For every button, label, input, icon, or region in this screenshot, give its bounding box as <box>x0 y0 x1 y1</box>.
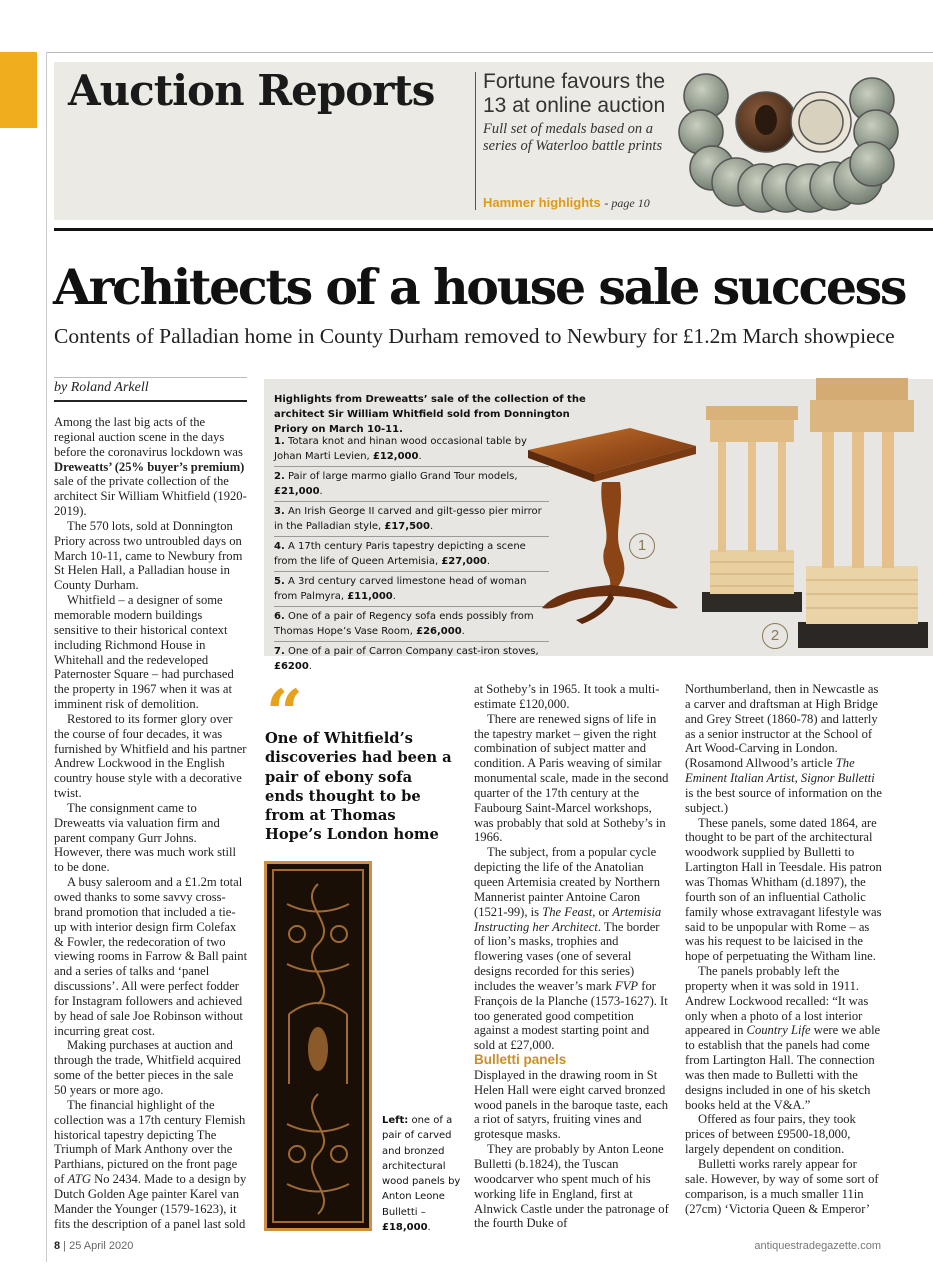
highlight-item: 2. Pair of large marmo giallo Grand Tour models, £21,000. <box>274 467 549 502</box>
paragraph: Displayed in the drawing room in St Helen Hall were eight carved bronzed wood panels in the baroque taste, each a riot of satyrs, fruiting vines and grotesque masks. <box>474 1067 669 1142</box>
article-column-1 <box>54 415 248 1231</box>
hammer-highlights-link[interactable] <box>483 195 650 211</box>
paragraph: These panels, some dated 1864, are thought to be part of the architectural woodwork supplied by Bulletti to Lartington Hall in Teesdale. His patron was Thomas Whitham (d.1897), the fourth son of an influential Catholic family whose extravagant lifestyle was said to be unpopular with Rome – as was his request to be laicised in the hope of perpetuating the Witham line. <box>685 815 882 964</box>
highlight-item: 7. One of a pair of Carron Company cast-iron stoves, £6200. <box>274 646 539 672</box>
hammer-highlights-page: - page 10 <box>604 196 650 210</box>
article-headline: Architects of a house sale success <box>53 258 906 316</box>
page-number: 8 <box>54 1240 61 1252</box>
paragraph: Among the last big acts of the regional auction scene in the days before the coronavirus lockdown was Dreweatts’ (25% buyer’s premium) sale of the private collection of the architect Sir William Whitfield (1920-2019). <box>54 415 247 519</box>
bulletti-panel-image <box>264 861 372 1231</box>
highlight-item: 4. A 17th century Paris tapestry depicting a scene from the life of Queen Artemisia, £27,000. <box>274 537 549 572</box>
banner-teaser-subtitle: Full set of medals based on a series of Waterloo battle prints <box>483 121 663 154</box>
site-url[interactable]: antiquestradegazette.com <box>754 1240 881 1252</box>
image-caption: Left: one of a pair of carved and bronzed architectural wood panels by Anton Leone Bulletti – £18,000. <box>382 1115 461 1234</box>
pull-quote: One of Whitfield’s discoveries had been a pair of ebony sofa ends thought to be from at Thomas Hope’s London home <box>265 730 452 844</box>
paragraph: Making purchases at auction and through the trade, Whitfield acquired some of the better pieces in the sale 50 years or more ago. <box>54 1038 241 1097</box>
grand-tour-model-large-image <box>796 370 929 650</box>
byline: by Roland Arkell <box>54 380 149 395</box>
page-footer: 8 | 25 April 2020 <box>54 1240 134 1252</box>
paragraph: Offered as four pairs, they took prices of between £9500-18,000, largely dependent on condition. <box>685 1112 856 1157</box>
paragraph: Whitfield – a designer of some memorable modern buildings sensitive to their historical context including Richmond House in Whitehall and the redeveloped Paternoster Square – had purchased the property in 1967 when it was at imminent risk of demolition. <box>54 593 234 712</box>
marker-2: 2 <box>762 623 788 649</box>
paragraph: Restored to its former glory over the course of four decades, it was furnished by Whitfield and his partner Andrew Lockwood in the English country house style with a decorative twist. <box>54 711 247 801</box>
highlights-title: Highlights from Dreweatts’ sale of the collection of the architect Sir William Whitfield sold from Donnington Priory on March 10-11. <box>274 394 586 435</box>
paragraph: They are probably by Anton Leone Bulletti (b.1824), the Tuscan woodcarver who spent much of his working life in England, first at Alnwick Castle under the patronage of the fourth Duke of <box>474 1142 669 1231</box>
paragraph: The panels probably left the property when it was sold in 1911. Andrew Lockwood recalled: “It was only when a photo of a lost interior appeared in Country Life were we able to establish that the panels had come from Lartington Hall. The connection was then made to Bulletti with the designs included in one of his sketch books held at the V&A.” <box>685 964 881 1112</box>
paragraph: at Sotheby’s in 1965. It took a multi-estimate £120,000. <box>474 682 660 711</box>
paragraph: The subject, from a popular cycle depicting the life of the Anatolian queen Artemisia created by Northern Mannerist painter Antoine Caron (1521-99), is The Feast, or Artemisia Instructing her Architect. The border of lion’s masks, trophies and flowering vases (one of several designs recorded for this series) includes the weaver’s mark FVP for François de la Planche (1573-1627). It too generated good competition against a modest starting point and sold at £27,000. <box>474 845 668 1053</box>
top-rule <box>46 52 933 53</box>
highlight-item: 5. A 3rd century carved limestone head of woman from Palmyra, £11,000. <box>274 572 549 607</box>
highlight-item: 1. Totara knot and hinan wood occasional table by Johan Marti Levien, £12,000. <box>274 432 549 467</box>
paragraph: The 570 lots, sold at Donnington Priory across two untroubled days on March 10-11, came to Newbury from St Helen Hall, a Palladian house in County Durham. <box>54 518 243 593</box>
section-subheading: Bulletti panels <box>474 1052 567 1068</box>
highlight-item: 3. An Irish George II carved and gilt-gesso pier mirror in the Palladian style, £17,500. <box>274 502 549 537</box>
article-column-3 <box>474 682 670 1231</box>
issue-date: 25 April 2020 <box>69 1240 134 1252</box>
article-subheadline: Contents of Palladian home in County Durham removed to Newbury for £1.2m March showpiece <box>54 324 895 348</box>
banner-divider <box>475 72 476 210</box>
waterloo-medals-image <box>676 70 906 215</box>
paragraph: The consignment came to Dreweatts via valuation firm and parent company Gurr Johns. However, there was much work still to be done. <box>54 800 237 875</box>
marker-1: 1 <box>629 533 655 559</box>
banner-rule <box>54 228 933 231</box>
section-title: Auction Reports <box>68 66 435 115</box>
quote-mark: “ <box>266 676 303 751</box>
highlight-item: 6. One of a pair of Regency sofa ends possibly from Thomas Hope’s Vase Room, £26,000. <box>274 607 549 642</box>
left-rule <box>46 52 47 1262</box>
paragraph: Northumberland, then in Newcastle as a carver and draftsman at High Bridge and Grey Street (1860-78) and latterly as a senior instructor at the School of Art Wood-Carving in London. (Rosamond Allwood’s article The Eminent Italian Artist, Signor Bulletti is the best source of information on the subject.) <box>685 682 882 815</box>
section-tab <box>0 52 37 128</box>
grand-tour-model-small-image <box>698 400 806 614</box>
occasional-table-image <box>520 420 698 630</box>
banner-teaser-headline[interactable]: Fortune favours the 13 at online auction <box>483 70 666 117</box>
paragraph: There are renewed signs of life in the tapestry market – given the right combination of subject matter and condition. A Paris weaving of similar monumental scale, made in the second quarter of the 17th century at the Faubourg Saint-Marcel workshops, was probably that sold at Sotheby’s in 1966. <box>474 711 669 845</box>
hammer-highlights-label: Hammer highlights <box>483 195 601 210</box>
paragraph: The financial highlight of the collection was a 17th century Flemish historical tapestry depicting The Triumph of Mark Anthony over the Parthians, pictured on the front page of ATG No 2434. Made to a design by Dutch Golden Age painter Karel van Mander the Younger (1579-1623), it fits the description of a panel last sold <box>54 1097 247 1231</box>
paragraph: Bulletti works rarely appear for sale. However, by way of some sort of comparison, is a much smaller 11in (27cm) ‘Victoria Queen & Emperor’ <box>685 1157 879 1216</box>
highlights-list <box>274 432 549 676</box>
byline-rule-top <box>54 377 247 378</box>
article-column-4 <box>685 682 882 1216</box>
paragraph: A busy saleroom and a £1.2m total owed thanks to some savvy cross-brand promotion that included a tie-up with interior design firm Colefax & Fowler, the redecoration of two viewing rooms in Farrow & Ball paint and a series of talks and ‘panel discussions’. All were perfect fodder for Instagram followers and achieved by head of sale Joe Robinson without incurring great cost. <box>54 875 248 1038</box>
byline-rule-bottom <box>54 400 247 402</box>
